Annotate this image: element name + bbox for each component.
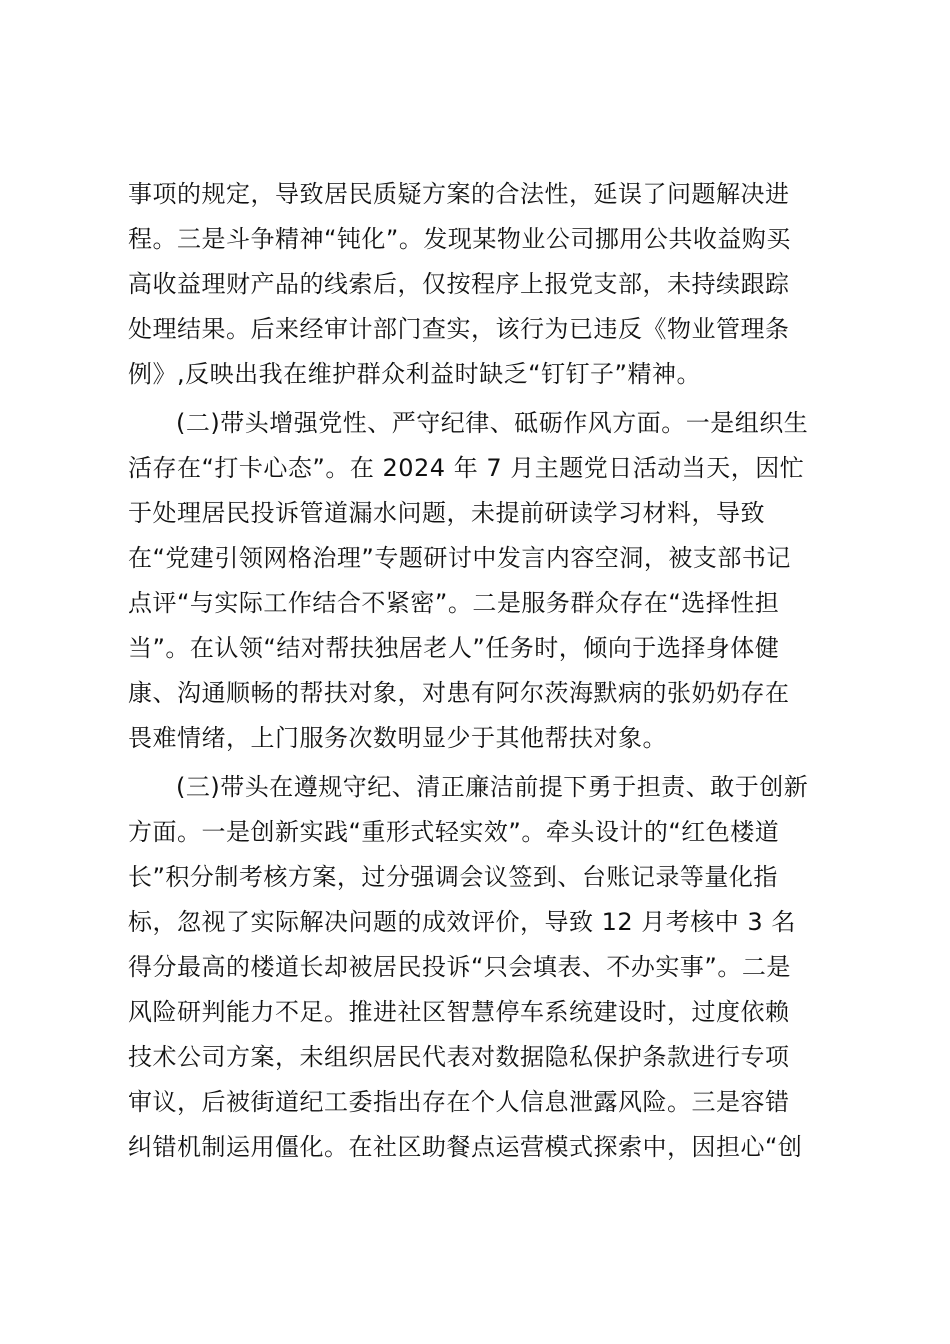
paragraph-3 [128,765,828,1170]
text-line: 标，忽视了实际解决问题的成效评价，导致 12 月考核中 3 名 [128,908,796,936]
text-line: (二)带头增强党性、严守纪律、砥砺作风方面。一是组织生 [176,409,809,437]
text-line: 程。三是斗争精神“钝化”。发现某物业公司挪用公共收益购买 [128,225,791,253]
document-body [128,172,828,1170]
text-line: 长”积分制考核方案，过分强调会议签到、台账记录等量化指 [128,863,778,891]
paragraph-1 [128,172,828,397]
text-line: 风险研判能力不足。推进社区智慧停车系统建设时，过度依赖 [128,998,790,1026]
text-line: 点评“与实际工作结合不紧密”。二是服务群众存在“选择性担 [128,589,780,617]
text-line: 审议，后被街道纪工委指出存在个人信息泄露风险。三是容错 [128,1088,790,1116]
text-line: 畏难情绪，上门服务次数明显少于其他帮扶对象。 [128,724,667,752]
text-line: 方面。一是创新实践“重形式轻实效”。牵头设计的“红色楼道 [128,818,780,846]
text-line: 纠错机制运用僵化。在社区助餐点运营模式探索中，因担心“创 [128,1133,803,1161]
text-line: 当”。在认领“结对帮扶独居老人”任务时，倾向于选择身体健 [128,634,780,662]
paragraph-2 [128,401,828,761]
text-line: (三)带头在遵规守纪、清正廉洁前提下勇于担责、敢于创新 [176,773,809,801]
text-line: 技术公司方案，未组织居民代表对数据隐私保护条款进行专项 [128,1043,790,1071]
text-line: 活存在“打卡心态”。在 2024 年 7 月主题党日活动当天，因忙 [128,454,805,482]
text-line: 于处理居民投诉管道漏水问题，未提前研读学习材料，导致 [128,499,765,527]
text-line: 高收益理财产品的线索后，仅按程序上报党支部，未持续跟踪 [128,270,790,298]
text-line: 例》,反映出我在维护群众利益时缺乏“钉钉子”精神。 [128,360,701,388]
text-line: 得分最高的楼道长却被居民投诉“只会填表、不办实事”。二是 [128,953,791,981]
text-line: 处理结果。后来经审计部门查实，该行为已违反《物业管理条 [128,315,790,343]
text-line: 在“党建引领网格治理”专题研讨中发言内容空洞，被支部书记 [128,544,791,572]
text-line: 事项的规定，导致居民质疑方案的合法性，延误了问题解决进 [128,180,790,208]
text-line: 康、沟通顺畅的帮扶对象，对患有阿尔茨海默病的张奶奶存在 [128,679,790,707]
